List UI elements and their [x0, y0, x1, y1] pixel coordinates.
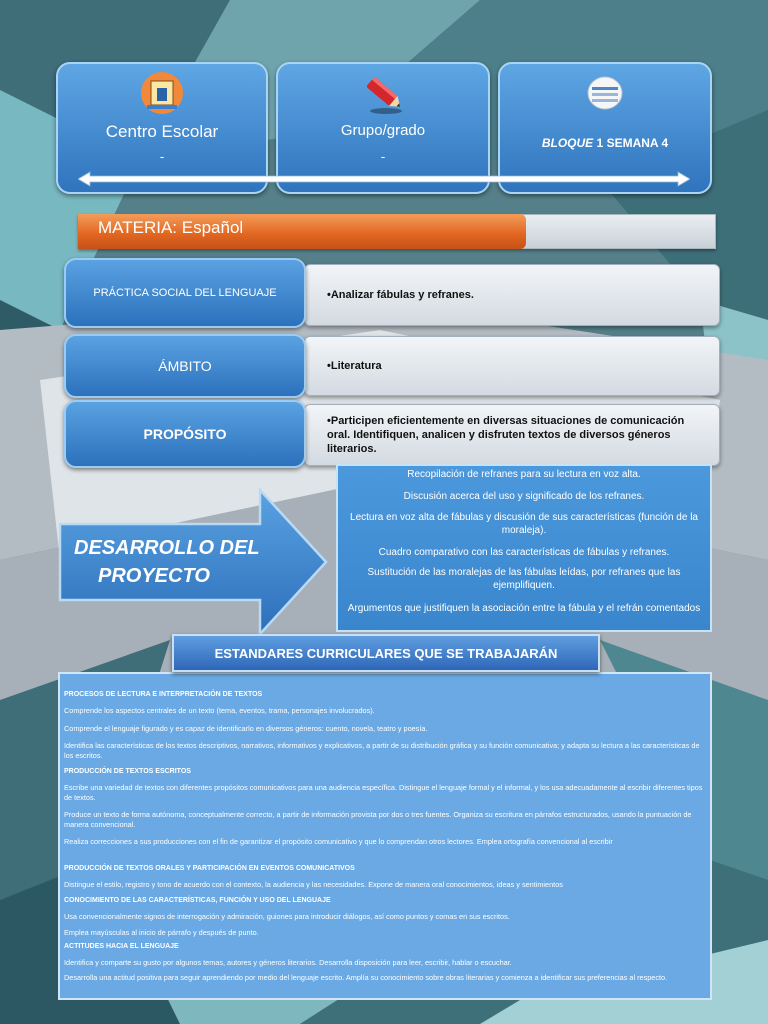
practica-value-box: [304, 264, 720, 326]
centro-escolar-value: -: [159, 149, 165, 164]
desarrollo-line1: DESARROLLO DEL: [74, 537, 260, 559]
activity-item: Recopilación de refranes para su lectura en voz alta.: [407, 469, 641, 480]
estandar-heading: PROCESOS DE LECTURA E INTERPRETACIÓN DE TEXTOS: [64, 691, 263, 698]
practica-value: •Analizar fábulas y refranes.: [327, 289, 474, 301]
activity-item: Sustitución de las moralejas de las fábulas leídas, por refranes que las ejemplifiquen.: [367, 567, 681, 591]
estandar-line: Identifica las características de los textos descriptivos, narrativos, informativos y explicativos, a partir de su distribución gráfica y su función comunicativa; y adapta su lectura a las características de los escritos.: [64, 741, 700, 760]
estandar-line: Comprende el lenguaje figurado y es capaz de identificarlo en diversos géneros: cuento, novela, teatro y poesía.: [64, 724, 428, 733]
pencil-icon: [358, 71, 408, 117]
practica-label: PRÁCTICA SOCIAL DEL LENGUAJE: [93, 287, 277, 299]
bloque-number: 1: [596, 136, 604, 150]
estandar-line: Realiza correcciones a sus producciones con el fin de garantizar el propósito comunicativo y que lo comprendan otros lectores. Emplea ortografía convencional al escribir: [64, 837, 613, 846]
estandar-line: Escribe una variedad de textos con diferentes propósitos comunicativos para una audiencia específica. Distingue el lenguaje formal y el informal, y los usa adecuadamente al escribir diferentes tipos de textos.: [64, 783, 703, 802]
estandares-body: [58, 672, 712, 1000]
bloque-word: BLOQUE: [541, 136, 594, 150]
practica-label-box: [64, 258, 306, 328]
estandar-line: Usa convencionalmente signos de interrogación y admiración, guiones para introducir diálogos, así como puntos y comas en sus escritos.: [64, 912, 510, 921]
estandar-heading: CONOCIMIENTO DE LAS CARACTERÍSTICAS, FUNCIÓN Y USO DEL LENGUAJE: [64, 897, 331, 904]
materia-label: MATERIA: Español: [98, 218, 244, 237]
estandar-line: Produce un texto de forma autónoma, conceptualmente correcto, a partir de información provista por dos o tres fuentes. Organiza su escritura en párrafos estructurados, usando la puntuación de manera convencional.: [64, 810, 692, 829]
grupo-grado-title: Grupo/grado: [340, 122, 426, 139]
school-building-icon: [137, 71, 187, 117]
estandares-title: ESTANDARES CURRICULARES QUE SE TRABAJARÁN: [172, 634, 600, 672]
calendar-icon: [580, 71, 630, 117]
double-arrow-line: [78, 170, 690, 188]
grupo-grado-value: -: [380, 149, 386, 164]
estandar-line: Distingue el estilo, registro y tono de acuerdo con el contexto, la audiencia y las necesidades. Expone de manera oral conocimientos, ideas y sentimientos: [64, 880, 563, 889]
activity-item: Discusión acerca del uso y significado de los refranes.: [403, 491, 645, 502]
ambito-label-box: [64, 334, 306, 398]
proposito-value-box: [304, 404, 720, 466]
estandar-line: Emplea mayúsculas al inicio de párrafo y después de punto.: [64, 928, 259, 937]
proposito-value: •Participen eficientemente en diversas situaciones de comunicación oral. Identifiquen, analicen y disfruten textos de diversos géneros literarios.: [327, 415, 685, 455]
proposito-label: PROPÓSITO: [143, 426, 227, 442]
ambito-label: ÁMBITO: [158, 358, 212, 374]
activity-item: Argumentos que justifiquen la asociación entre la fábula y el refrán comentados: [347, 603, 701, 614]
semana-text: SEMANA 4: [606, 136, 669, 150]
estandar-line: Comprende los aspectos centrales de un texto (tema, eventos, trama, personajes involucrados).: [64, 706, 375, 715]
estandar-heading: PRODUCCIÓN DE TEXTOS ESCRITOS: [64, 768, 191, 775]
desarrollo-title: [74, 534, 260, 590]
ambito-value: •Literatura: [327, 360, 382, 372]
bloque-semana-label: [500, 136, 710, 150]
estandar-line: Desarrolla una actitud positiva para seguir aprendiendo por medio del lenguaje escrito. Amplía su conocimiento sobre obras literarias y comienza a identificar sus preferencias al respecto.: [64, 973, 668, 982]
estandar-line: Identifica y comparte su gusto por algunos temas, autores y géneros literarios. Desarrolla disposición para leer, escribir, hablar o escuchar.: [64, 958, 512, 967]
ambito-value-box: [304, 336, 720, 396]
estandar-heading: ACTITUDES HACIA EL LENGUAJE: [64, 943, 179, 950]
desarrollo-activities-box: [336, 464, 712, 632]
centro-escolar-title: Centro Escolar: [105, 122, 219, 141]
proposito-label-box: [64, 400, 306, 468]
estandar-heading: PRODUCCIÓN DE TEXTOS ORALES Y PARTICIPACIÓN EN EVENTOS COMUNICATIVOS: [64, 865, 355, 872]
desarrollo-line2: PROYECTO: [98, 565, 210, 587]
activity-item: Lectura en voz alta de fábulas y discusión de sus características (función de la moraleja).: [350, 512, 698, 536]
activity-item: Cuadro comparativo con las características de fábulas y refranes.: [378, 547, 670, 558]
